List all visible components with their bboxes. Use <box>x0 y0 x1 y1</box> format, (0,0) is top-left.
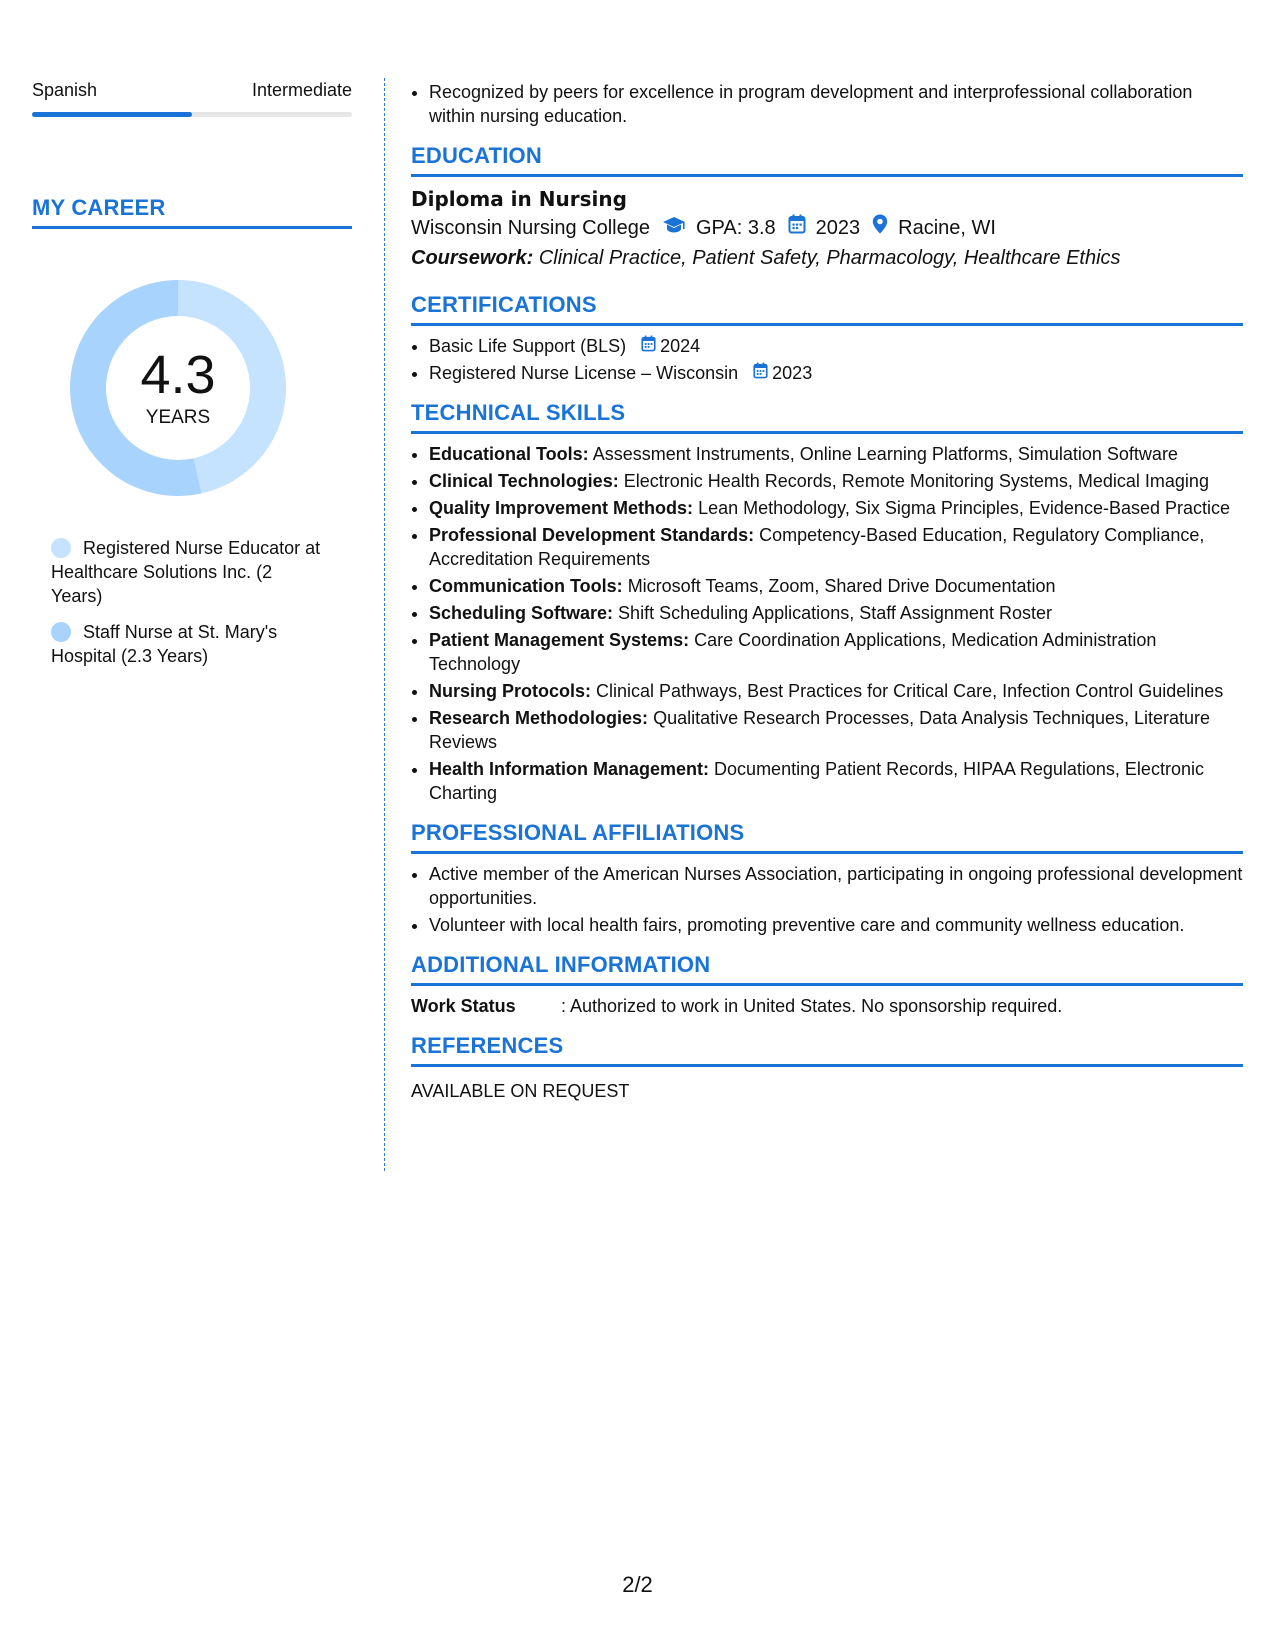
career-donut-chart <box>64 274 292 502</box>
education-details <box>411 213 1243 243</box>
skill-text: Lean Methodology, Six Sigma Principles, Evidence-Based Practice <box>698 498 1231 518</box>
skill-text: Competency-Based Education, Regulatory Compliance, Accreditation Requirements <box>429 525 1205 569</box>
skill-label: Professional Development Standards: <box>429 525 755 545</box>
references-section <box>411 1032 1243 1103</box>
certification-name: Basic Life Support (BLS) <box>429 336 627 356</box>
language-proficiency-fill <box>32 112 192 117</box>
education-degree: Diploma in Nursing <box>411 187 627 211</box>
list-item: • Volunteer with local health fairs, promoting preventive care and community wellness education. <box>429 913 1243 937</box>
coursework-text: Clinical Practice, Patient Safety, Pharmacology, Healthcare Ethics <box>538 247 1121 269</box>
section-rule <box>411 851 1243 854</box>
list-item <box>429 601 1243 625</box>
map-pin-icon <box>872 213 888 243</box>
career-legend <box>51 536 321 680</box>
education-school: Wisconsin Nursing College <box>411 217 650 239</box>
skill-label: Patient Management Systems: <box>429 630 690 650</box>
references-text: AVAILABLE ON REQUEST <box>411 1081 630 1101</box>
education-section <box>411 142 1243 273</box>
affiliations-title: PROFESSIONAL AFFILIATIONS <box>411 820 745 845</box>
career-item-label: Registered Nurse Educator at Healthcare Solutions Inc. (2 Years) <box>51 538 321 606</box>
education-location: Racine, WI <box>898 217 996 239</box>
work-status-row <box>411 994 1243 1018</box>
list-item <box>429 469 1243 493</box>
skill-label: Communication Tools: <box>429 576 623 596</box>
skill-label: Clinical Technologies: <box>429 471 619 491</box>
work-status-value: : Authorized to work in United States. No sponsorship required. <box>561 996 1063 1016</box>
education-coursework <box>411 243 1243 273</box>
career-item-label: Staff Nurse at St. Mary's Hospital (2.3 Years) <box>51 622 278 666</box>
skill-text: Qualitative Research Processes, Data Analysis Techniques, Literature Reviews <box>429 708 1211 752</box>
legend-dot-icon <box>51 622 71 642</box>
certification-date <box>641 334 700 358</box>
graduation-cap-icon <box>662 213 686 243</box>
calendar-icon <box>641 334 656 358</box>
legend-dot-icon <box>51 538 71 558</box>
list-item <box>429 334 1243 358</box>
skill-label: Nursing Protocols: <box>429 681 592 701</box>
skill-text: Care Coordination Applications, Medication Administration Technology <box>429 630 1157 674</box>
list-item <box>429 706 1243 754</box>
skill-text: Clinical Pathways, Best Practices for Critical Care, Infection Control Guidelines <box>596 681 1224 701</box>
list-item <box>429 628 1243 676</box>
additional-section <box>411 951 1243 1018</box>
skill-label: Educational Tools: <box>429 444 589 464</box>
experience-bullets <box>411 80 1243 128</box>
career-title: MY CAREER <box>32 195 166 220</box>
education-title: EDUCATION <box>411 143 542 168</box>
career-total-value: 4.3 <box>140 345 216 405</box>
affiliations-section <box>411 819 1243 937</box>
language-row <box>32 78 352 102</box>
skill-text: Shift Scheduling Applications, Staff Assignment Roster <box>618 603 1052 623</box>
references-title: REFERENCES <box>411 1033 564 1058</box>
section-rule <box>411 431 1243 434</box>
certification-year: 2023 <box>772 363 813 383</box>
list-item <box>429 361 1243 385</box>
skill-label: Scheduling Software: <box>429 603 614 623</box>
page-number: 2/2 <box>622 1572 653 1597</box>
language-name: Spanish <box>32 80 98 100</box>
education-gpa: GPA: 3.8 <box>695 217 776 239</box>
affiliations-list <box>411 862 1243 937</box>
education-year: 2023 <box>815 217 861 239</box>
list-item <box>429 679 1243 703</box>
skill-label: Health Information Management: <box>429 759 710 779</box>
right-column <box>411 80 1243 1103</box>
certifications-title: CERTIFICATIONS <box>411 292 597 317</box>
coursework-label: Coursework: <box>411 247 534 269</box>
list-item <box>429 496 1243 520</box>
skill-text: Electronic Health Records, Remote Monitoring Systems, Medical Imaging <box>623 471 1209 491</box>
list-item: • Active member of the American Nurses Association, participating in ongoing professional development opportunities. <box>429 862 1243 910</box>
skill-text: Assessment Instruments, Online Learning Platforms, Simulation Software <box>592 444 1178 464</box>
list-item: • Recognized by peers for excellence in program development and interprofessional collaboration within nursing education. <box>429 80 1243 128</box>
skills-title: TECHNICAL SKILLS <box>411 400 626 425</box>
section-rule <box>411 983 1243 986</box>
section-rule <box>411 174 1243 177</box>
left-column <box>32 78 352 666</box>
language-level: Intermediate <box>251 80 352 100</box>
certifications-list <box>411 334 1243 385</box>
career-title-rule <box>32 226 352 229</box>
certification-date <box>753 361 812 385</box>
certification-name: Registered Nurse License – Wisconsin <box>429 363 739 383</box>
career-legend-item <box>51 620 321 668</box>
skills-section <box>411 399 1243 805</box>
career-legend-item <box>51 536 321 608</box>
career-section-header <box>32 194 352 229</box>
certification-year: 2024 <box>660 336 701 356</box>
skill-label: Quality Improvement Methods: <box>429 498 694 518</box>
skills-list <box>411 442 1243 805</box>
skill-text: Documenting Patient Records, HIPAA Regulations, Electronic Charting <box>429 759 1204 803</box>
skill-text: Microsoft Teams, Zoom, Shared Drive Documentation <box>627 576 1056 596</box>
list-item <box>429 523 1243 571</box>
career-total-unit: YEARS <box>145 407 211 428</box>
calendar-icon <box>788 213 806 243</box>
work-status-label: Work Status <box>411 996 516 1016</box>
additional-title: ADDITIONAL INFORMATION <box>411 952 711 977</box>
list-item <box>429 574 1243 598</box>
section-rule <box>411 323 1243 326</box>
skill-label: Research Methodologies: <box>429 708 649 728</box>
list-item <box>429 757 1243 805</box>
calendar-icon <box>753 361 768 385</box>
donut-center-label <box>64 274 292 502</box>
certifications-section <box>411 291 1243 385</box>
section-rule <box>411 1064 1243 1067</box>
list-item <box>429 442 1243 466</box>
language-proficiency-bar <box>32 112 352 117</box>
column-divider <box>384 78 385 1171</box>
